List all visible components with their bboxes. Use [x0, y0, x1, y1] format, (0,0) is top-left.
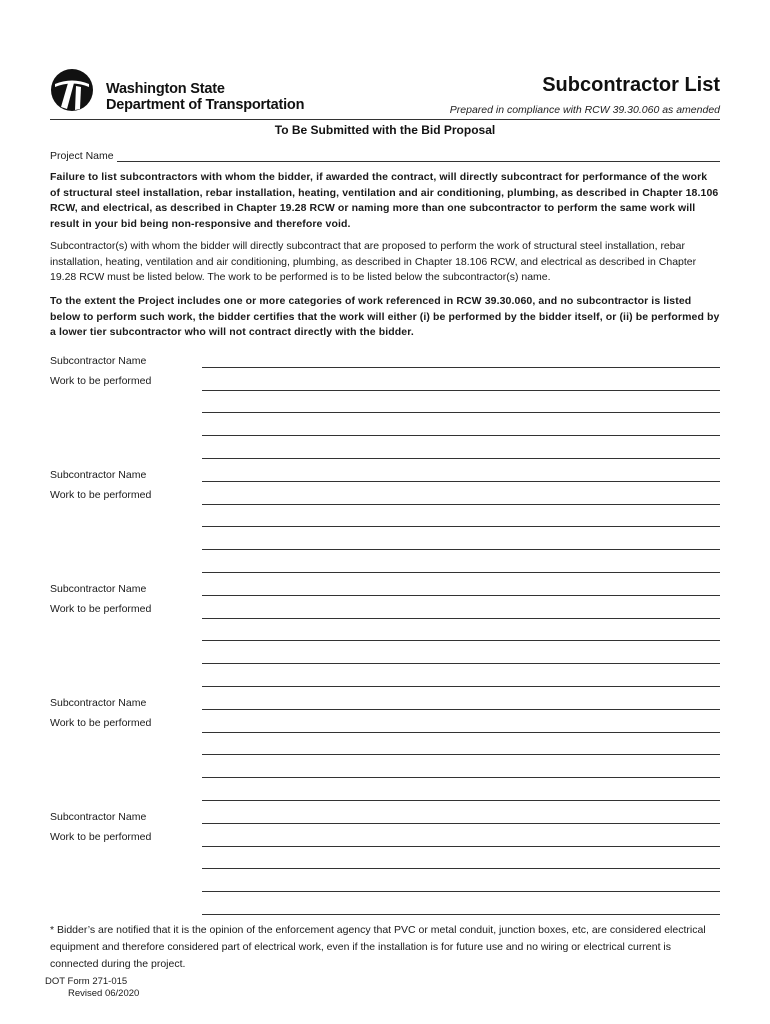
work-to-be-performed-field[interactable] — [202, 732, 720, 733]
certification-statement: To the extent the Project includes one or more categories of work referenced in RCW 39.30.060, and no subcontractor is listed below to perform such work, the bidder certifies that the work will either (i) be performed by the bidder itself, or (ii) be performed by a lower tier subcontractor who will not contract directly with the bidder. — [50, 295, 720, 339]
form-subtitle: Prepared in compliance with RCW 39.30.060 as amended — [449, 104, 720, 116]
work-to-be-performed-field[interactable] — [202, 846, 720, 847]
work-to-be-performed-field[interactable] — [202, 618, 720, 619]
form-info — [45, 976, 139, 1000]
agency-name-line1: Washington State — [106, 81, 225, 97]
subcontractor-entry — [50, 811, 720, 919]
listing-instructions: Subcontractor(s) with whom the bidder will directly subcontract that are proposed to perform the work of structural steel installation, rebar installation, heating, ventilation and air conditioning, plumbing, as described in Chapter 18.106 RCW, and electrical as described in Chapter 19.28 RCW must be listed below. The work to be performed is to be listed below the subcontractor(s) name. — [50, 240, 697, 284]
subcontractor-name-field[interactable] — [202, 481, 720, 482]
agency-name — [106, 81, 304, 113]
subcontractor-entry — [50, 355, 720, 463]
work-to-be-performed-field[interactable] — [202, 504, 720, 505]
work-to-be-performed-label: Work to be performed — [50, 831, 152, 843]
submit-note: To Be Submitted with the Bid Proposal — [274, 123, 496, 137]
subcontractor-name-label: Subcontractor Name — [50, 355, 147, 367]
form-revised: Revised 06/2020 — [68, 988, 140, 999]
work-to-be-performed-label: Work to be performed — [50, 717, 152, 729]
subcontractor-name-field[interactable] — [202, 823, 720, 824]
failure-notice: Failure to list subcontractors with whom the bidder, if awarded the contract, will directly subcontract for performance of the work of structural steel installation, rebar installation, heating, ventilation and air conditioning, plumbing, as described in Chapter 18.106 RCW, and electrical, as described in Chapter 19.28 RCW or naming more than one subcontractor to perform the same work will result in your bid being non-responsive and therefore void. — [50, 171, 719, 230]
agency-name-line2: Department of Transportation — [106, 97, 305, 113]
work-to-be-performed-field[interactable] — [202, 663, 720, 664]
subcontractor-name-field[interactable] — [202, 595, 720, 596]
subcontractor-entry — [50, 697, 720, 805]
work-to-be-performed-label: Work to be performed — [50, 489, 152, 501]
subcontractor-name-label: Subcontractor Name — [50, 697, 147, 709]
footnote: * Bidder’s are notified that it is the opinion of the enforcement agency that PVC or metal conduit, junction boxes, etc, are considered electrical equipment and therefore considered part of electrical work, even if the installation is for future use and no wiring or electrical current is connected during the project. — [50, 924, 706, 970]
work-to-be-performed-field[interactable] — [202, 754, 720, 755]
work-to-be-performed-label: Work to be performed — [50, 603, 152, 615]
header-divider — [50, 119, 720, 120]
work-to-be-performed-field[interactable] — [202, 800, 720, 801]
work-to-be-performed-field[interactable] — [202, 412, 720, 413]
project-name-field[interactable] — [117, 150, 720, 162]
wsdot-logo-icon — [50, 68, 94, 112]
subcontractor-name-label: Subcontractor Name — [50, 811, 147, 823]
work-to-be-performed-field[interactable] — [202, 640, 720, 641]
work-to-be-performed-field[interactable] — [202, 891, 720, 892]
work-to-be-performed-field[interactable] — [202, 572, 720, 573]
work-to-be-performed-field[interactable] — [202, 777, 720, 778]
work-to-be-performed-field[interactable] — [202, 526, 720, 527]
subcontractor-name-label: Subcontractor Name — [50, 583, 147, 595]
work-to-be-performed-field[interactable] — [202, 914, 720, 915]
work-to-be-performed-label: Work to be performed — [50, 375, 152, 387]
form-number: DOT Form 271-015 — [45, 976, 128, 987]
work-to-be-performed-field[interactable] — [202, 435, 720, 436]
form-title: Subcontractor List — [542, 74, 720, 96]
work-to-be-performed-field[interactable] — [202, 868, 720, 869]
project-name-row — [50, 148, 720, 162]
subcontractor-entry — [50, 469, 720, 577]
subcontractor-name-field[interactable] — [202, 709, 720, 710]
work-to-be-performed-field[interactable] — [202, 390, 720, 391]
project-name-label: Project Name — [50, 150, 114, 162]
work-to-be-performed-field[interactable] — [202, 686, 720, 687]
work-to-be-performed-field[interactable] — [202, 549, 720, 550]
subcontractor-name-label: Subcontractor Name — [50, 469, 147, 481]
subcontractor-entry — [50, 583, 720, 691]
work-to-be-performed-field[interactable] — [202, 458, 720, 459]
subcontractor-name-field[interactable] — [202, 367, 720, 368]
